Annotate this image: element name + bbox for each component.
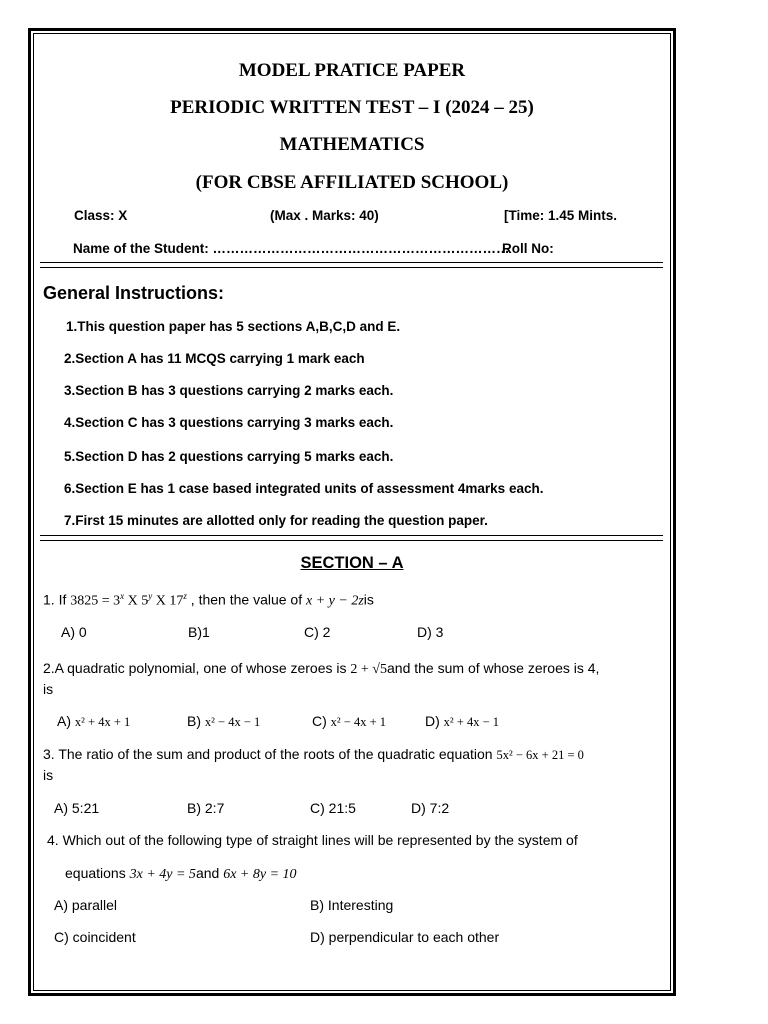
school-title: (FOR CBSE AFFILIATED SCHOOL) — [195, 172, 509, 193]
divider — [40, 267, 663, 268]
divider — [40, 535, 663, 536]
option: A) 5:21 — [54, 800, 100, 816]
roll-no-field: Roll No: — [502, 241, 554, 256]
instruction-item: 3.Section B has 3 questions carrying 2 marks each. — [64, 383, 394, 398]
paper-title: MODEL PRATICE PAPER — [238, 60, 466, 81]
instruction-item: 7.First 15 minutes are allotted only for reading the question paper. — [64, 513, 488, 528]
option: C) coincident — [54, 929, 136, 945]
class-label: Class: X — [74, 208, 128, 223]
option: C) x² − 4x + 1 — [312, 713, 387, 729]
option: B) Interesting — [310, 897, 394, 913]
question-1: 1. If $3825 = 3^x$ X 5$^y$ X 17$^z$ , then the value of x + y − 2zis — [43, 591, 374, 609]
question-3: 3. The ratio of the sum and product of the roots of the quadratic equation 5x² − 6x + 21 = 0 — [43, 746, 584, 762]
max-marks-label: (Max . Marks: 40) — [270, 208, 379, 223]
divider — [40, 262, 663, 263]
question-4: 4. Which out of the following type of straight lines will be represented by the system of — [47, 832, 578, 848]
option: A) parallel — [54, 897, 118, 913]
divider — [40, 540, 663, 541]
instructions-heading: General Instructions: — [43, 283, 225, 303]
option: D) x² + 4x − 1 — [425, 713, 500, 729]
option: B)1 — [188, 624, 210, 640]
question-2: 2.A quadratic polynomial, one of whose zeroes is 2 + √5and the sum of whose zeroes is 4, — [43, 660, 600, 677]
instruction-item: 4.Section C has 3 questions carrying 3 marks each. — [64, 415, 394, 430]
option: D) 3 — [417, 624, 444, 640]
instruction-item: 1.This question paper has 5 sections A,B,C,D and E. — [66, 319, 401, 334]
option: C) 2 — [304, 624, 331, 640]
option: C) 21:5 — [310, 800, 356, 816]
option: B) 2:7 — [187, 800, 225, 816]
instruction-item: 5.Section D has 2 questions carrying 5 marks each. — [64, 449, 394, 464]
option: A) x² + 4x + 1 — [57, 713, 131, 729]
instruction-item: 2.Section A has 11 MCQS carrying 1 mark each — [64, 351, 365, 366]
time-label: [Time: 1.45 Mints. — [504, 208, 618, 223]
instruction-item: 6.Section E has 1 case based integrated units of assessment 4marks each. — [64, 481, 544, 496]
option: D) perpendicular to each other — [310, 929, 500, 945]
question-2-cont: is — [43, 681, 54, 697]
test-title: PERIODIC WRITTEN TEST – I (2024 – 25) — [170, 97, 534, 118]
subject-title: MATHEMATICS — [279, 134, 425, 155]
option: D) 7:2 — [411, 800, 450, 816]
question-3-cont: is — [43, 767, 54, 783]
option: A) 0 — [61, 624, 87, 640]
student-name-field: Name of the Student: ………………………………………………………… — [73, 241, 510, 256]
option: B) x² − 4x − 1 — [187, 713, 261, 729]
question-4-cont: equations 3x + 4y = 5and 6x + 8y = 10 — [65, 865, 297, 882]
section-a-title: SECTION – A — [300, 554, 404, 572]
